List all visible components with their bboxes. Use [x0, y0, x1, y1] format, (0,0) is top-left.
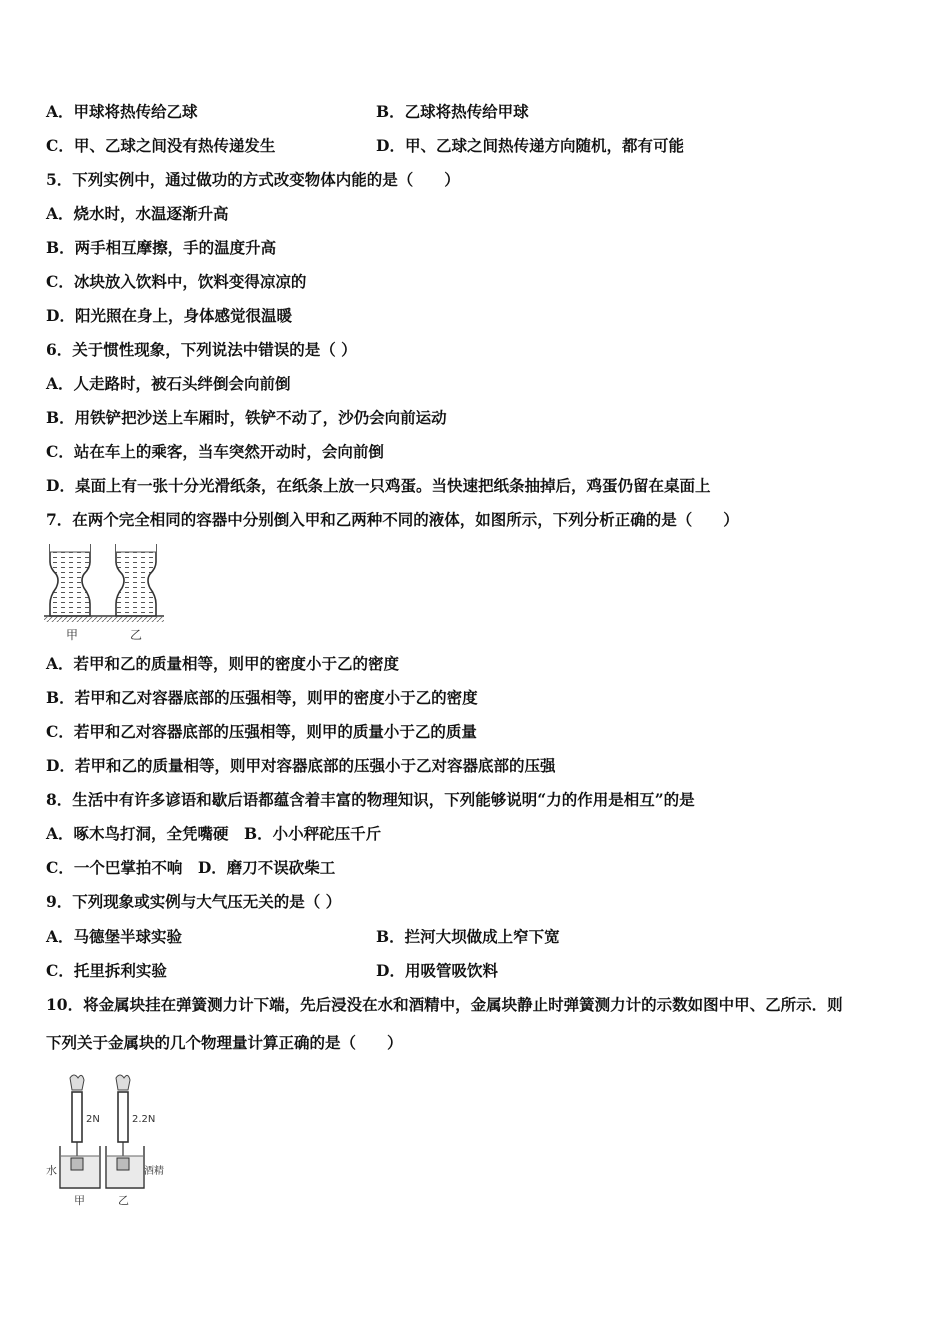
right-metal-block	[117, 1158, 129, 1170]
q7-option-c: C．若甲和乙对容器底部的压强相等，则甲的质量小于乙的质量	[46, 722, 477, 741]
q7-containers-figure	[44, 540, 164, 646]
q7-option-b: B．若甲和乙对容器底部的压强相等，则甲的密度小于乙的密度	[46, 688, 478, 707]
q7-option-a: A．若甲和乙的质量相等，则甲的密度小于乙的密度	[46, 654, 400, 673]
q5-option-a: A．烧水时，水温逐渐升高	[46, 204, 229, 223]
q6-option-d: D．桌面上有一张十分光滑纸条，在纸条上放一只鸡蛋。当快速把纸条抽掉后，鸡蛋仍留在桌面上	[46, 476, 711, 495]
q6-option-c: C．站在车上的乘客，当车突然开动时，会向前倒	[46, 442, 384, 461]
q8-options-cd: C．一个巴掌拍不响 D．磨刀不误砍柴工	[46, 858, 336, 877]
q10-right-liquid: 酒精	[144, 1166, 164, 1177]
q9-option-c: C．托里拆利实验	[46, 961, 167, 980]
q6-option-a: A．人走路时，被石头绊倒会向前倒	[46, 374, 291, 393]
right-spring-scale	[118, 1092, 128, 1142]
q8-stem: 8．生活中有许多谚语和歇后语都蕴含着丰富的物理知识，下列能够说明“力的作用是相互”的是	[46, 790, 695, 809]
q10-left-liquid: 水	[46, 1164, 57, 1177]
left-spring-scale	[72, 1092, 82, 1142]
q5-stem: 5．下列实例中，通过做功的方式改变物体内能的是（ ）	[46, 170, 460, 189]
q9-option-a: A．马德堡半球实验	[46, 927, 183, 946]
q7-option-d: D．若甲和乙的质量相等，则甲对容器底部的压强小于乙对容器底部的压强	[46, 756, 556, 775]
q10-left-reading: 2N	[86, 1114, 100, 1125]
q9-option-b: B．拦河大坝做成上窄下宽	[376, 927, 560, 946]
container-right	[116, 544, 156, 616]
q7-fig-label-left: 甲	[66, 628, 79, 642]
q5-option-d: D．阳光照在身上，身体感觉很温暖	[46, 306, 292, 325]
container-left	[50, 544, 90, 616]
q6-stem: 6．关于惯性现象，下列说法中错误的是（ ）	[46, 340, 357, 359]
q10-right-reading: 2.2N	[132, 1114, 156, 1125]
q5-option-c: C．冰块放入饮料中，饮料变得凉凉的	[46, 272, 307, 291]
q8-options-ab: A．啄木鸟打洞，全凭嘴硬 B．小小秤砣压千斤	[46, 824, 382, 843]
q4-option-b: B．乙球将热传给甲球	[376, 102, 529, 121]
q6-option-b: B．用铁铲把沙送上车厢时，铁铲不动了，沙仍会向前运动	[46, 408, 447, 427]
q4-option-a: A．甲球将热传给乙球	[46, 102, 198, 121]
q7-stem: 7．在两个完全相同的容器中分别倒入甲和乙两种不同的液体，如图所示，下列分析正确的是（ ）	[46, 510, 739, 529]
q9-stem: 9．下列现象或实例与大气压无关的是（ ）	[46, 892, 342, 911]
q9-option-d: D．用吸管吸饮料	[376, 961, 498, 980]
q10-fig-label-right: 乙	[118, 1194, 129, 1207]
q4-option-d: D．甲、乙球之间热传递方向随机，都有可能	[376, 136, 684, 155]
q10-spring-scale-figure	[44, 1070, 174, 1210]
left-metal-block	[71, 1158, 83, 1170]
q10-stem-line1: 10．将金属块挂在弹簧测力计下端，先后浸没在水和酒精中，金属块静止时弹簧测力计的示数如图中甲、乙所示．则	[46, 995, 843, 1014]
q10-spring-scale-drawing	[44, 1070, 174, 1210]
q4-option-c: C．甲、乙球之间没有热传递发生	[46, 136, 276, 155]
q10-stem-line2: 下列关于金属块的几个物理量计算正确的是（ ）	[46, 1033, 403, 1052]
q7-fig-label-right: 乙	[130, 628, 143, 642]
q5-option-b: B．两手相互摩擦，手的温度升高	[46, 238, 277, 257]
q7-containers-drawing	[44, 540, 164, 646]
q10-fig-label-left: 甲	[74, 1194, 85, 1207]
